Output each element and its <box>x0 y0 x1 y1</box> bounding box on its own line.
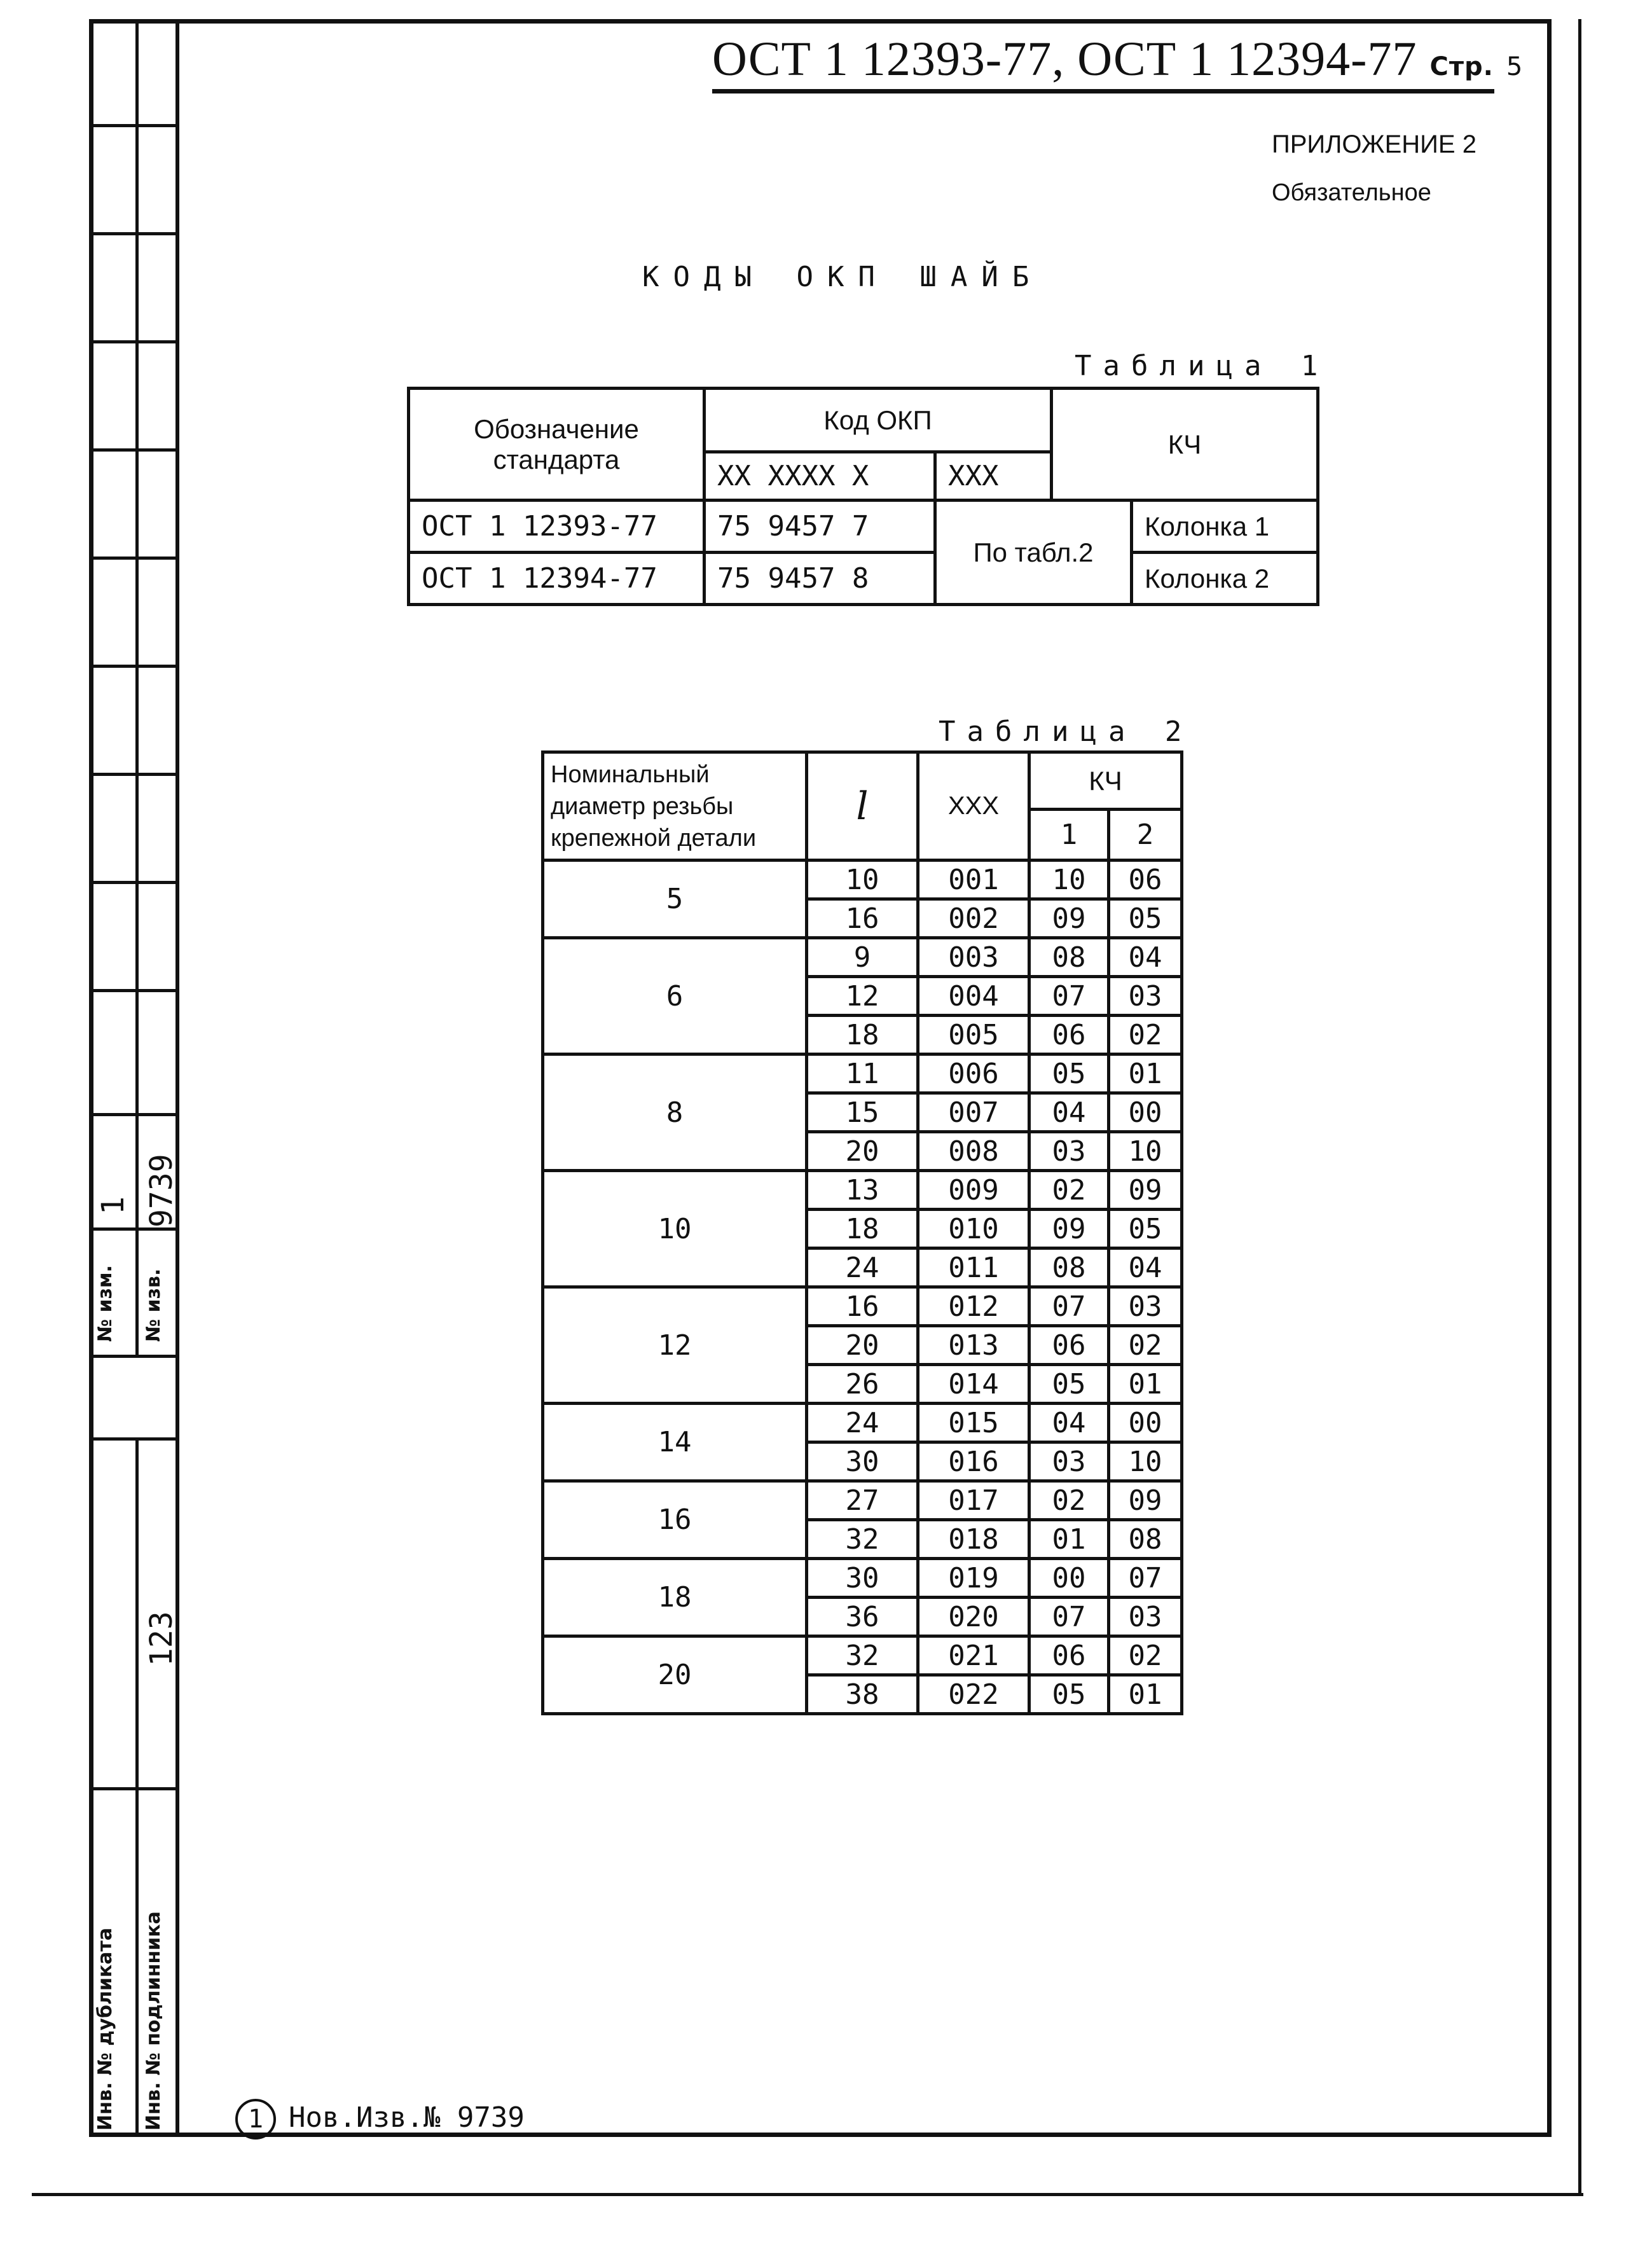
table2-cell-kch1: 05 <box>1029 1365 1109 1404</box>
table2-cell-kch2: 06 <box>1109 861 1182 899</box>
table2-header-kch: КЧ <box>1029 752 1182 810</box>
table2-cell-kch1: 06 <box>1029 1326 1109 1365</box>
table2-cell-l: 20 <box>807 1132 918 1171</box>
table2-cell-xxx: 008 <box>918 1132 1029 1171</box>
margin-strip-outer-column <box>89 19 139 1355</box>
table2-cell-xxx: 012 <box>918 1287 1029 1326</box>
table2-cell-xxx: 018 <box>918 1520 1029 1559</box>
table2-cell-l: 11 <box>807 1054 918 1093</box>
table2-cell-l: 20 <box>807 1326 918 1365</box>
margin-divider <box>89 340 179 343</box>
page-label: Стр. <box>1429 52 1494 81</box>
table-row <box>543 861 1182 899</box>
table2-cell-kch2: 05 <box>1109 1210 1182 1248</box>
margin-divider <box>89 1227 179 1231</box>
table2-cell-diameter: 8 <box>543 1054 807 1171</box>
table2-cell-l: 18 <box>807 1016 918 1054</box>
table2-header-l: l <box>807 752 918 861</box>
table2-cell-kch1: 02 <box>1029 1481 1109 1520</box>
table2-cell-xxx: 016 <box>918 1442 1029 1481</box>
table2-cell-kch2: 10 <box>1109 1442 1182 1481</box>
margin-divider <box>89 773 179 776</box>
frame-outer-bottom <box>32 2193 1583 2196</box>
inv-dubl-label: Инв. № дубликата <box>94 1927 116 2131</box>
table1-header-okp: Код ОКП <box>705 389 1052 452</box>
izm-value: 1 <box>95 1196 131 1215</box>
table2-cell-diameter: 5 <box>543 861 807 938</box>
table1-cell-standard: ОСТ 1 12393-77 <box>409 501 705 553</box>
table2-cell-diameter: 18 <box>543 1559 807 1636</box>
table2-cell-l: 18 <box>807 1210 918 1248</box>
table2-cell-kch1: 08 <box>1029 1248 1109 1287</box>
table2-cell-xxx: 019 <box>918 1559 1029 1598</box>
table1-header-okp-sub1: XX XXXX X <box>705 452 935 501</box>
table2-cell-l: 30 <box>807 1442 918 1481</box>
table2-cell-l: 24 <box>807 1248 918 1287</box>
table2-cell-l: 27 <box>807 1481 918 1520</box>
table-row <box>543 1481 1182 1520</box>
table2-cell-xxx: 002 <box>918 899 1029 938</box>
table2-cell-xxx: 014 <box>918 1365 1029 1404</box>
table2-cell-kch2: 04 <box>1109 1248 1182 1287</box>
margin-divider <box>89 1113 179 1116</box>
table2-cell-xxx: 003 <box>918 938 1029 977</box>
margin-divider <box>89 232 179 235</box>
table2-cell-xxx: 020 <box>918 1598 1029 1636</box>
table2-cell-kch2: 08 <box>1109 1520 1182 1559</box>
table2-cell-xxx: 022 <box>918 1675 1029 1714</box>
table1-header-okp-sub2: XXX <box>935 452 1052 501</box>
table2-cell-l: 10 <box>807 861 918 899</box>
document-title <box>712 32 1523 87</box>
table2-cell-kch2: 05 <box>1109 899 1182 938</box>
table2-cell-xxx: 009 <box>918 1171 1029 1210</box>
table2-cell-kch2: 09 <box>1109 1481 1182 1520</box>
table2-cell-diameter: 10 <box>543 1171 807 1287</box>
table2-cell-xxx: 015 <box>918 1404 1029 1442</box>
table2-cell-xxx: 005 <box>918 1016 1029 1054</box>
table2-cell-kch1: 07 <box>1029 1598 1109 1636</box>
table2-cell-kch1: 09 <box>1029 899 1109 938</box>
margin-divider <box>89 665 179 668</box>
table2-cell-xxx: 021 <box>918 1636 1029 1675</box>
table1 <box>407 387 1319 606</box>
table2-cell-l: 12 <box>807 977 918 1016</box>
table1-caption: Таблица 1 <box>1075 350 1330 382</box>
table2-cell-xxx: 006 <box>918 1054 1029 1093</box>
inv-podl-label: Инв. № подлинника <box>142 1911 165 2131</box>
table2-cell-diameter: 20 <box>543 1636 807 1714</box>
table-row <box>543 1636 1182 1675</box>
inv-podl-value: 123 <box>144 1611 179 1666</box>
table2-cell-l: 16 <box>807 899 918 938</box>
table2-cell-kch1: 00 <box>1029 1559 1109 1598</box>
table2-header-kch-1: 1 <box>1029 810 1109 861</box>
table1-cell-code: 75 9457 7 <box>705 501 935 553</box>
standard-title: ОСТ 1 12393-77, ОСТ 1 12394-77 <box>712 32 1417 86</box>
table2-cell-l: 36 <box>807 1598 918 1636</box>
table2-caption: Таблица 2 <box>939 716 1194 748</box>
table2-cell-kch1: 07 <box>1029 1287 1109 1326</box>
table2-cell-l: 16 <box>807 1287 918 1326</box>
table-row <box>543 1404 1182 1442</box>
frame-outer-right <box>1578 19 1581 2194</box>
table1-header-standard: Обозначение стандарта <box>409 389 705 501</box>
table2-cell-diameter: 6 <box>543 938 807 1054</box>
table1-cell-kch: Колонка 1 <box>1132 501 1318 553</box>
table2-cell-diameter: 12 <box>543 1287 807 1404</box>
page-heading: КОДЫ ОКП ШАЙБ <box>642 261 1043 293</box>
margin-strip <box>89 19 179 2137</box>
table2-cell-xxx: 017 <box>918 1481 1029 1520</box>
table2-cell-l: 38 <box>807 1675 918 1714</box>
table2-cell-kch2: 02 <box>1109 1016 1182 1054</box>
table2 <box>541 750 1183 1715</box>
margin-divider <box>89 881 179 884</box>
table2-cell-xxx: 001 <box>918 861 1029 899</box>
table2-cell-kch2: 07 <box>1109 1559 1182 1598</box>
table2-cell-kch1: 07 <box>1029 977 1109 1016</box>
table2-cell-xxx: 004 <box>918 977 1029 1016</box>
table2-cell-kch2: 01 <box>1109 1365 1182 1404</box>
table2-cell-kch2: 10 <box>1109 1132 1182 1171</box>
table2-cell-kch2: 01 <box>1109 1675 1182 1714</box>
table2-cell-l: 32 <box>807 1636 918 1675</box>
table2-cell-kch1: 05 <box>1029 1054 1109 1093</box>
table2-cell-kch1: 05 <box>1029 1675 1109 1714</box>
table2-cell-kch2: 04 <box>1109 938 1182 977</box>
table1-cell-code: 75 9457 8 <box>705 553 935 605</box>
table2-header-xxx: XXX <box>918 752 1029 861</box>
table1-header-kch: КЧ <box>1052 389 1318 501</box>
table2-cell-l: 13 <box>807 1171 918 1210</box>
table1-cell-kch: Колонка 2 <box>1132 553 1318 605</box>
footer-note <box>235 2099 525 2140</box>
table2-cell-xxx: 011 <box>918 1248 1029 1287</box>
table2-cell-kch1: 02 <box>1029 1171 1109 1210</box>
appendix-title: ПРИЛОЖЕНИЕ 2 <box>1272 130 1476 158</box>
izm-label: № изм. <box>94 1265 116 1342</box>
izv-value: 9739 <box>144 1154 179 1227</box>
footer-note-text: Нов.Изв.№ 9739 <box>289 2101 525 2134</box>
table2-cell-diameter: 14 <box>543 1404 807 1481</box>
page-number: 5 <box>1506 52 1524 81</box>
table2-cell-diameter: 16 <box>543 1481 807 1559</box>
appendix-subtitle: Обязательное <box>1272 179 1431 206</box>
table2-cell-kch1: 09 <box>1029 1210 1109 1248</box>
table2-cell-kch2: 01 <box>1109 1054 1182 1093</box>
revision-circle: 1 <box>235 2099 276 2140</box>
table2-cell-kch1: 06 <box>1029 1016 1109 1054</box>
table2-cell-kch1: 06 <box>1029 1636 1109 1675</box>
table2-cell-l: 24 <box>807 1404 918 1442</box>
table2-header-diameter: Номинальный диаметр резьбы крепежной детали <box>543 752 807 861</box>
table2-cell-l: 15 <box>807 1093 918 1132</box>
table-row <box>543 1287 1182 1326</box>
margin-divider <box>89 989 179 992</box>
table2-cell-kch1: 01 <box>1029 1520 1109 1559</box>
table2-cell-kch2: 00 <box>1109 1093 1182 1132</box>
table1-cell-standard: ОСТ 1 12394-77 <box>409 553 705 605</box>
izv-label: № изв. <box>142 1268 165 1342</box>
margin-divider <box>89 448 179 452</box>
margin-divider <box>89 124 179 127</box>
table2-cell-kch2: 09 <box>1109 1171 1182 1210</box>
margin-divider <box>89 1787 179 1790</box>
table2-cell-kch2: 03 <box>1109 1598 1182 1636</box>
table2-cell-kch2: 02 <box>1109 1326 1182 1365</box>
table2-header-kch-2: 2 <box>1109 810 1182 861</box>
table2-cell-l: 9 <box>807 938 918 977</box>
table2-cell-l: 32 <box>807 1520 918 1559</box>
table2-cell-kch1: 10 <box>1029 861 1109 899</box>
margin-divider <box>89 1355 179 1358</box>
table-row <box>543 1054 1182 1093</box>
table2-cell-kch2: 02 <box>1109 1636 1182 1675</box>
table2-cell-kch1: 04 <box>1029 1404 1109 1442</box>
table-row <box>543 1559 1182 1598</box>
margin-divider <box>89 557 179 560</box>
table2-cell-xxx: 010 <box>918 1210 1029 1248</box>
table2-cell-l: 30 <box>807 1559 918 1598</box>
table2-cell-xxx: 013 <box>918 1326 1029 1365</box>
table2-cell-kch1: 03 <box>1029 1442 1109 1481</box>
table2-cell-kch2: 03 <box>1109 1287 1182 1326</box>
table2-cell-kch1: 04 <box>1029 1093 1109 1132</box>
margin-strip-inner-column <box>139 19 179 2137</box>
table1-cell-xxx-ref: По табл.2 <box>935 501 1132 605</box>
table-row <box>543 938 1182 977</box>
table2-cell-kch1: 08 <box>1029 938 1109 977</box>
title-rule <box>712 89 1494 93</box>
table-row <box>543 1171 1182 1210</box>
table2-cell-kch2: 03 <box>1109 977 1182 1016</box>
table2-cell-kch1: 03 <box>1029 1132 1109 1171</box>
table2-cell-l: 26 <box>807 1365 918 1404</box>
table2-cell-xxx: 007 <box>918 1093 1029 1132</box>
table2-cell-kch2: 00 <box>1109 1404 1182 1442</box>
